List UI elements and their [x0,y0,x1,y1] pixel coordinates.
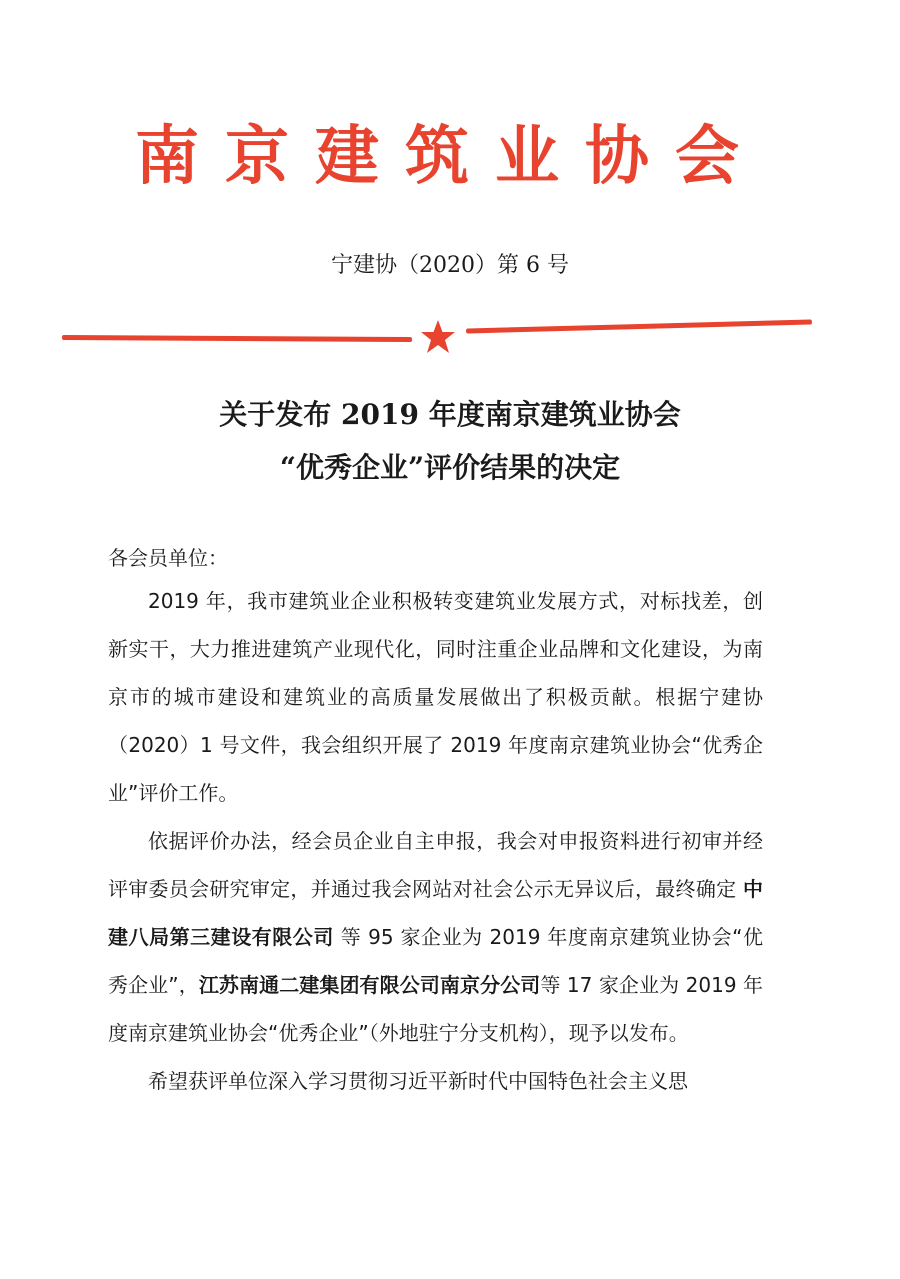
paragraph-2 [108,817,763,1057]
document-title-line2: “优秀企业”评价结果的决定 [279,451,621,484]
paragraph-1: 2019 年，我市建筑业企业积极转变建筑业发展方式，对标找差，创新实干，大力推进建筑产业现代化，同时注重企业品牌和文化建设，为南京市的城市建设和建筑业的高质量发展做出了积极贡献。根据宁建协（2020）1 号文件，我会组织开展了 2019 年度南京建筑业协会“优秀企业”评价工作。 [108,589,763,805]
paragraph-2-part2: 等 95 家企业为 2019 年度南京建筑业协会“优秀企业”， [108,925,764,997]
red-star-icon [419,318,457,356]
red-divider-right [466,319,812,333]
paragraph-2-part1: 依据评价办法，经会员企业自主申报，我会对申报资料进行初审并经评审委员会研究审定，并通过我会网站对社会公示无异议后，最终确定 [108,829,763,901]
document-number: 宁建协（2020）第 6 号 [331,253,569,278]
salutation: 各会员单位： [108,546,228,570]
red-divider-left [62,335,412,342]
document-body [108,577,763,1105]
paragraph-2-part3: 等 17 家企业为 2019 年度南京建筑业协会“优秀企业”（外地驻宁分支机构），现予以发布。 [108,973,763,1045]
company-name-2: 江苏南通二建集团有限公司南京分公司 [198,973,541,997]
org-masthead: 南京建筑业协会 [135,119,765,194]
company-name-1: 中建八局第三建设有限公司 [108,877,763,949]
document-title-line1: 关于发布 2019 年度南京建筑业协会 [219,398,681,431]
paragraph-3: 希望获评单位深入学习贯彻习近平新时代中国特色社会主义思 [148,1069,688,1093]
